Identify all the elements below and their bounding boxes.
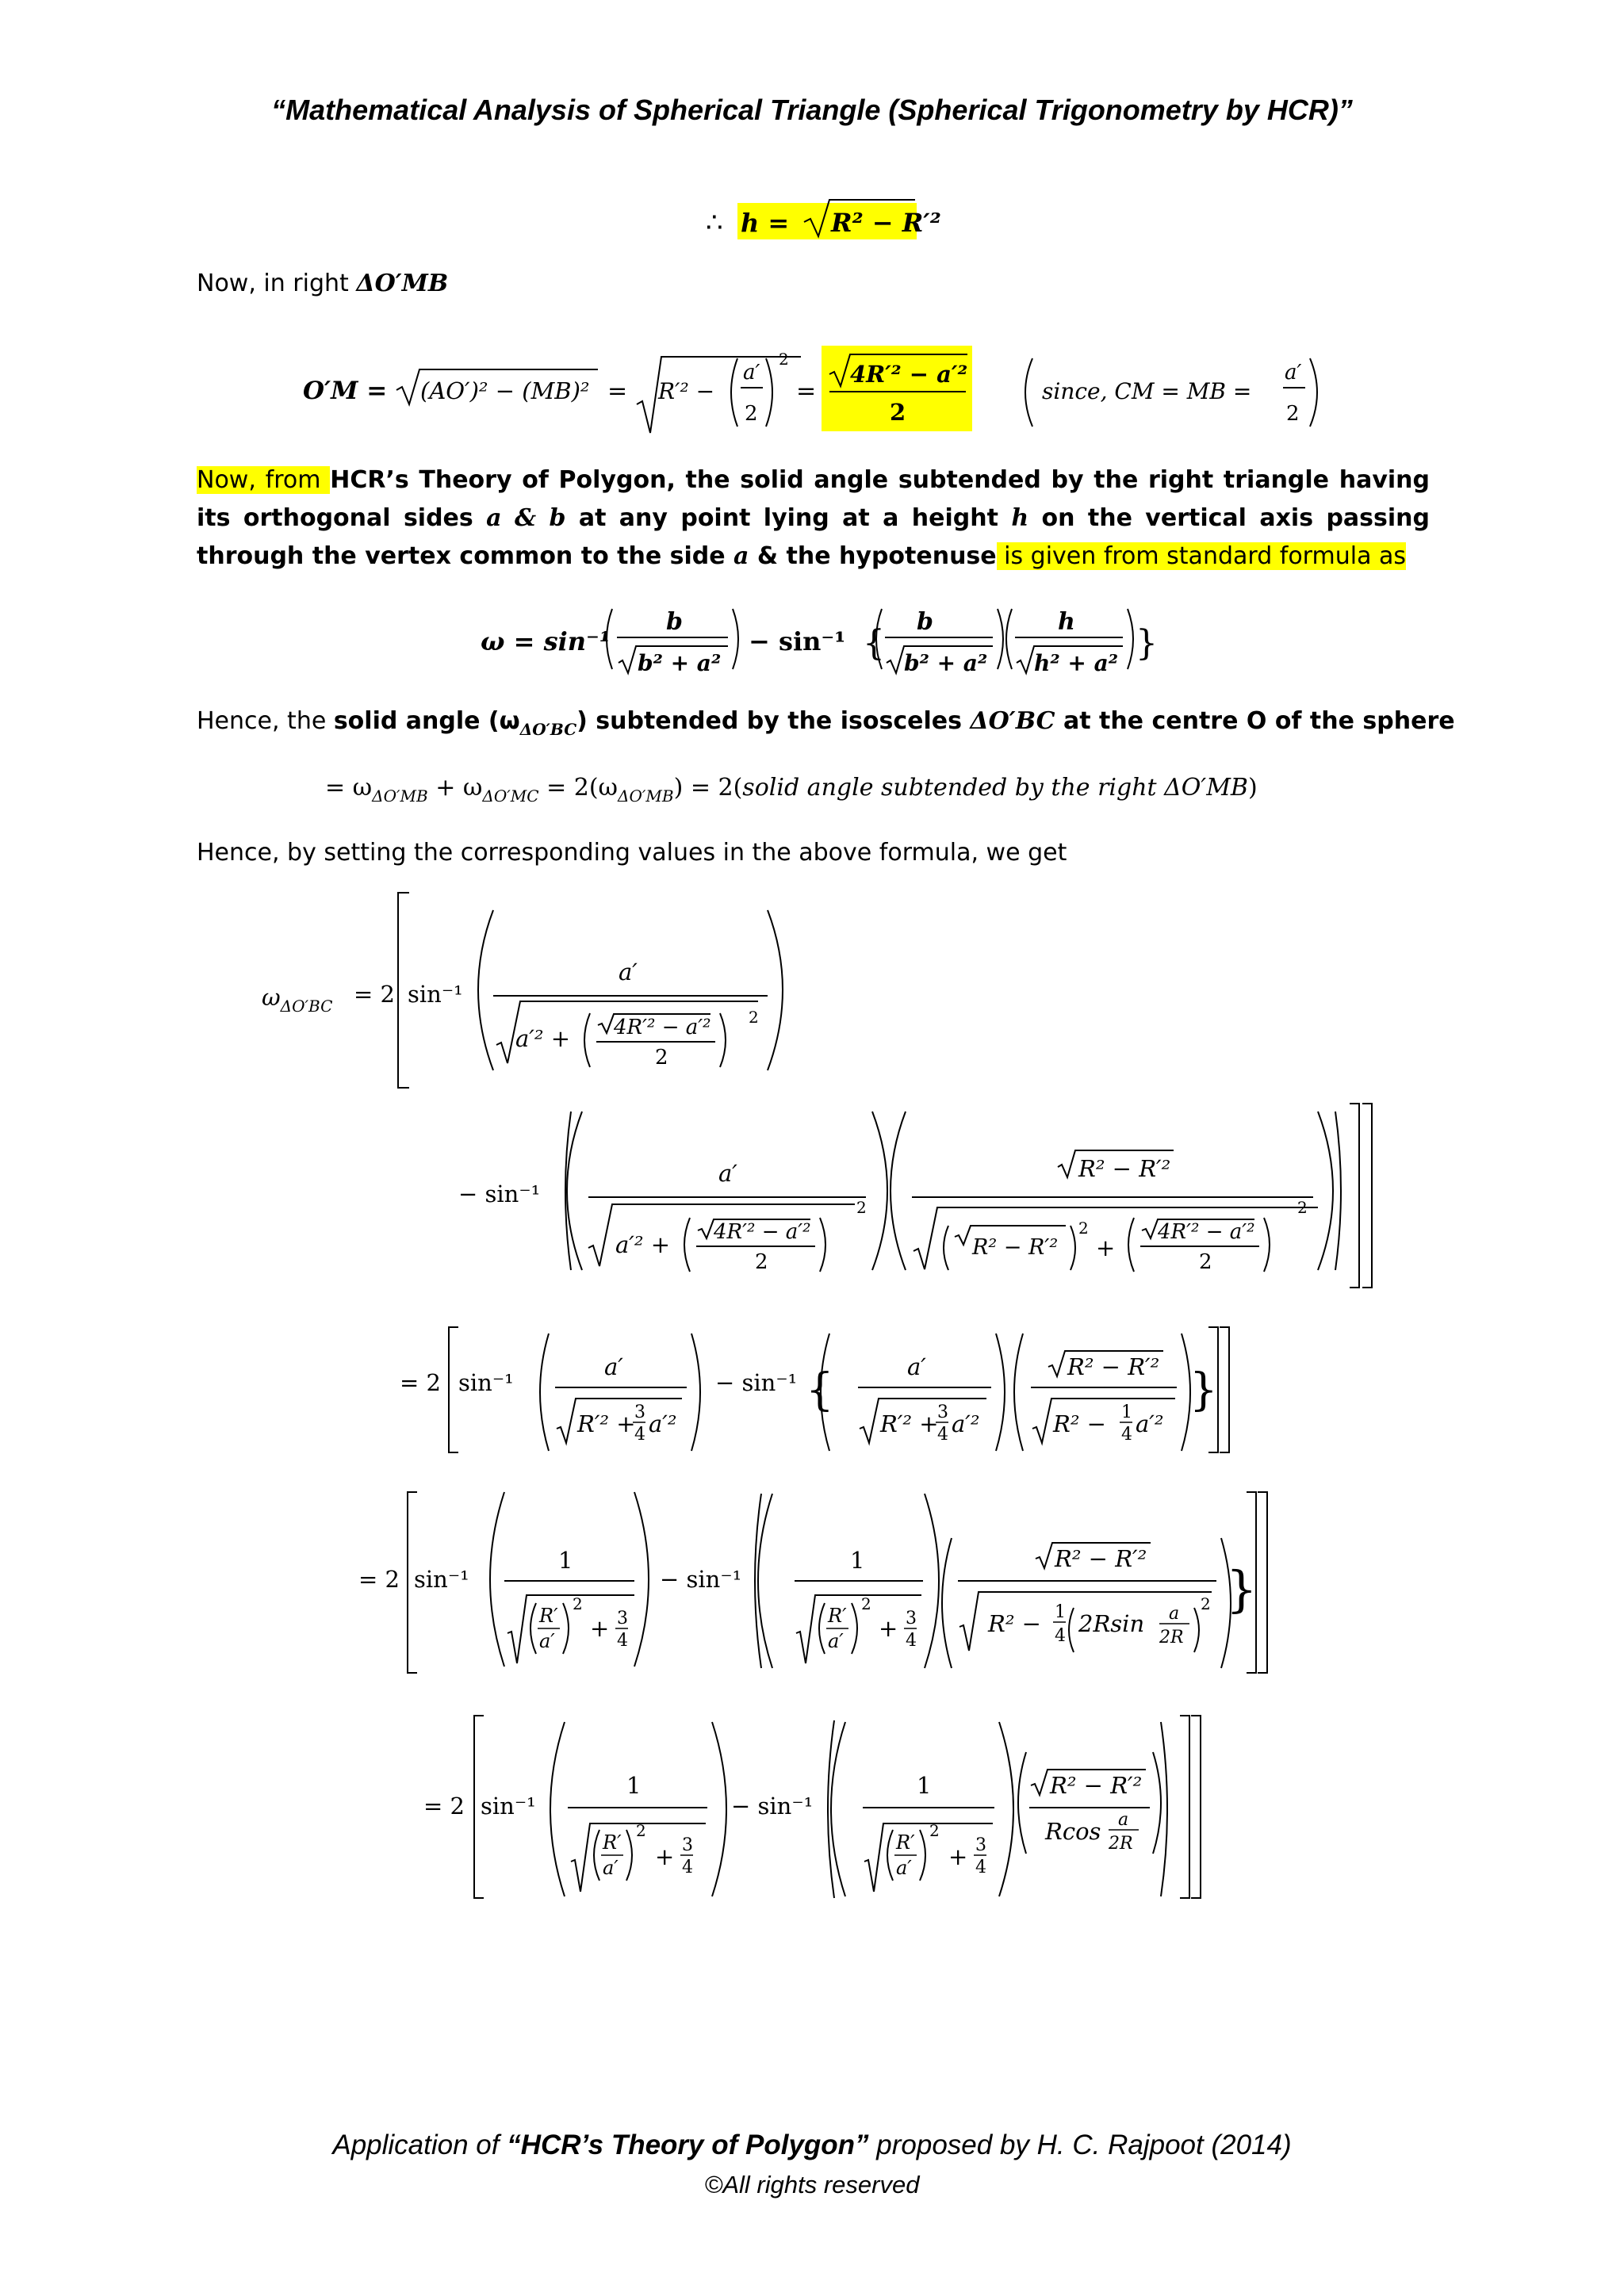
eq-h-lhs: h = [741,208,790,238]
eq-omega-b: b [666,608,683,636]
eq-big-a2-2: a′² + [615,1231,671,1258]
eq-s3-rp2: R′ [828,1605,847,1627]
eq-s4-rp: R′ [603,1831,622,1854]
eq-step2 [400,1327,1229,1452]
eq-big-inner-num3: 4R′² − a′² [1158,1220,1255,1244]
eq-s2-aprime: a′ [604,1353,623,1380]
para-p7: on the vertical axis passing through the vertex common to the side [197,504,1430,570]
para-h: h [1011,504,1029,532]
eq-s4-plus: + [655,1843,675,1870]
hence2-text: Hence, by setting the corresponding values in the above formula, we get [197,839,1067,867]
eq-om-eq2: = [796,377,817,405]
eq-s3-minus-sin: − sin⁻¹ [660,1566,742,1593]
eq-big-plus: + [1096,1234,1116,1261]
eq-h [706,200,941,239]
eq-s2-sin: sin⁻¹ [458,1369,514,1396]
line-hence-setting [197,839,1067,867]
eq-sum-line: = $\omega_{\Delta O'MB} + \omega_{\Delta O'MC} = 2(\omega_{\Delta O'MB})$ = 2(solid angle subtended by the right ΔO′MB) [325,774,1258,806]
eq-s3-ap: a′ [539,1630,555,1652]
eq-omega-rad: b² + a² [638,650,722,676]
eq-big-exp3: 2 [1078,1219,1089,1238]
eq-s2-a2: a′² [649,1410,677,1437]
eq-s4-one: 1 [626,1772,642,1799]
eq-s4-four2: 4 [975,1858,986,1877]
eq-s4-three2: 3 [975,1835,986,1855]
eq-h-rhs: R² − R′² [831,208,941,238]
eq-big-lhs: $\omega_{\Delta O'BC}$ [262,984,333,1016]
eq-s2-minus-sin: − sin⁻¹ [715,1369,798,1396]
eq-s3-2r: 2R [1159,1628,1184,1647]
hence1-t5: at the centre O of the sphere [1055,707,1455,735]
eq-omega-rad2: b² + a² [904,650,988,676]
eq-om-eq: = [607,377,628,405]
eq-s3-three: 3 [617,1609,628,1628]
brace-open: { [863,623,885,664]
eq-sum [325,774,1258,806]
para-theory-name: HCR’s Theory of Polygon [330,466,667,494]
eq-s2-den2: R′² + [880,1410,939,1437]
eq-s4-den: Rcos [1045,1818,1101,1845]
eq-s3-four2: 4 [906,1631,917,1651]
eq-big-sqrt-num: R² − R′² [1078,1155,1171,1182]
eq-big [262,893,1372,1288]
footer-copyright: ©All rights reserved [704,2171,920,2198]
eq-s3-eq: = 2 [358,1566,400,1593]
eq-s4-plus2: + [948,1843,968,1870]
eq-s4-exp2: 2 [929,1821,940,1840]
hence1-t1: Hence, the [197,707,334,735]
footer-l1a: Application of [332,2130,508,2160]
brace-close: } [1136,623,1158,664]
eq-s3-den2: 2Rsin [1078,1610,1145,1637]
para-p3: , the solid angle subtended by the right triangle having its orthogonal sides [197,466,1430,532]
eq-s3-plus2: + [879,1615,898,1642]
eq-s2-num3: R² − R′² [1067,1353,1160,1380]
eq-omega-h: h [1058,608,1075,636]
eq-big-inner-num: 4R′² − a′² [614,1016,711,1039]
eq-om-sqrt1: (AO′)² − (MB)² [420,377,590,404]
eq-big-inner-den2: 2 [755,1250,768,1274]
eq-s2-a2-3: a′² [1136,1410,1164,1437]
eq-s2-den3: R² − [1053,1410,1106,1437]
eq-om-exp: 2 [779,350,789,369]
hence1-t3: ) subtended by the isosceles [576,707,971,735]
eq-step3 [358,1492,1267,1673]
eq-s4-a: a [1118,1810,1129,1830]
eq-big-minus-sin: − sin⁻¹ [458,1181,541,1207]
eq-big-exp: 2 [749,1008,759,1027]
eq-s2-four2: 4 [937,1425,948,1445]
eq-s4-rp2: R′ [896,1831,915,1854]
eq-s4-one2: 1 [917,1772,932,1799]
eq-s3-rp: R′ [539,1605,558,1627]
eq-omega-minus: − sin⁻¹ [749,626,846,656]
eq-s4-num: R² − R′² [1050,1772,1143,1799]
eq-s4-2r: 2R [1109,1834,1133,1854]
footer-theory: “HCR’s Theory of Polygon” [507,2130,869,2160]
line-hence-solid-angle [197,707,1455,739]
eq-s3-four3: 4 [1055,1626,1066,1646]
eq-s3-brace-close: } [1226,1560,1258,1618]
eq-omega-lhs: ω = sin⁻¹ [481,626,611,656]
eq-s2-eq: = 2 [400,1369,441,1396]
eq-s2-brace-close: } [1189,1364,1218,1416]
eq-s4-exp: 2 [636,1821,646,1840]
line-now-right-text: Now, in right [197,270,357,297]
para-a: a [733,542,749,570]
eq-s3-one3: 1 [1055,1602,1066,1622]
eq-s2-brace-open: { [806,1364,834,1416]
para-p10: is given from standard formula as [996,542,1406,570]
eq-s3-plus: + [590,1615,610,1642]
eq-om-lhs: O′M = [303,377,388,405]
eq-s3-den: R² − [988,1610,1041,1637]
line-now-in-right [197,270,448,297]
eq-s3-three2: 3 [906,1609,917,1628]
eq-s4-ap: a′ [603,1857,619,1879]
eq-s2-one: 1 [1121,1402,1132,1422]
eq-om-res-den: 2 [890,399,906,426]
eq-om [303,346,1317,433]
eq-big-a2: a′² + [515,1025,571,1052]
eq-big-sqrt-den-a: R² − R′² [972,1235,1059,1260]
footer-line1 [0,2130,1624,2161]
eq-s3-sin: sin⁻¹ [414,1566,469,1593]
eq-s4-eq: = 2 [423,1793,465,1820]
eq-big-exp4: 2 [1297,1198,1308,1217]
eq-s3-ap2: a′ [828,1630,844,1652]
eq-big-exp2: 2 [856,1198,867,1217]
eq-om-frac-den: 2 [745,402,758,426]
eq-om-r2: R′² − [658,378,715,404]
eq-s3-exp2: 2 [861,1594,871,1613]
eq-s4-minus-sin: − sin⁻¹ [731,1793,814,1820]
therefore-symbol: ∴ [706,207,723,239]
theory-paragraph [197,461,1430,576]
page-header: “Mathematical Analysis of Spherical Triangle (Spherical Trigonometry by HCR)” [271,94,1353,126]
eq-s2-three: 3 [634,1402,645,1422]
eq-om-since-den: 2 [1286,402,1300,426]
eq-big-inner-den3: 2 [1199,1250,1212,1274]
eq-s2-a2-2: a′² [952,1410,980,1437]
eq-s3-exp: 2 [573,1594,583,1613]
line-now-right-tri: ΔO′MB [356,270,449,297]
eq-s4-ap2: a′ [896,1857,912,1879]
eq-s3-a: a [1169,1604,1180,1624]
eq-s3-num: R² − R′² [1055,1545,1147,1572]
eq-s4-sin: sin⁻¹ [481,1793,536,1820]
eq-s4-three: 3 [682,1835,693,1855]
eq-step4 [423,1716,1201,1898]
eq-s2-three2: 3 [937,1402,948,1422]
eq-big-inner-num2: 4R′² − a′² [714,1220,811,1244]
eq-s2-four3: 4 [1121,1425,1132,1445]
eq-om-since-num: a′ [1285,361,1302,385]
eq-big-eq: = 2 [354,981,395,1008]
eq-s2-aprime2: a′ [907,1353,926,1380]
eq-om-res-num: 4R′² − a′² [850,361,968,388]
eq-om-frac-num: a′ [743,361,760,385]
hence1-sub: ΔO′BC [519,720,577,739]
eq-omega-rad3: h² + a² [1034,650,1118,676]
eq-big-sin: sin⁻¹ [408,981,463,1008]
para-sides: a & b [486,504,566,532]
eq-s3-one2: 1 [850,1547,865,1574]
eq-s2-den: R′² + [577,1410,636,1437]
eq-big-aprime: a′ [619,959,638,985]
eq-big-aprime2: a′ [718,1160,737,1187]
eq-big-inner-den: 2 [655,1046,668,1070]
eq-s2-four: 4 [634,1425,645,1445]
hence1-tri: ΔO′BC [970,707,1055,735]
eq-om-since: since, CM = MB = [1042,378,1252,404]
para-p1: Now, from [197,466,331,494]
eq-s4-four: 4 [682,1858,693,1877]
footer-l1c: proposed by H. C. Rajpoot (2014) [868,2130,1292,2160]
eq-omega-b2: b [917,608,933,636]
hence1-t2: solid angle (ω [333,707,520,735]
eq-omega [481,608,1158,676]
para-p5: at any point lying at a height [565,504,1012,532]
para-p9: & the hypotenuse [749,542,997,570]
eq-s3-exp3: 2 [1201,1594,1211,1613]
eq-s3-four: 4 [617,1631,628,1651]
eq-s3-one: 1 [558,1547,573,1574]
